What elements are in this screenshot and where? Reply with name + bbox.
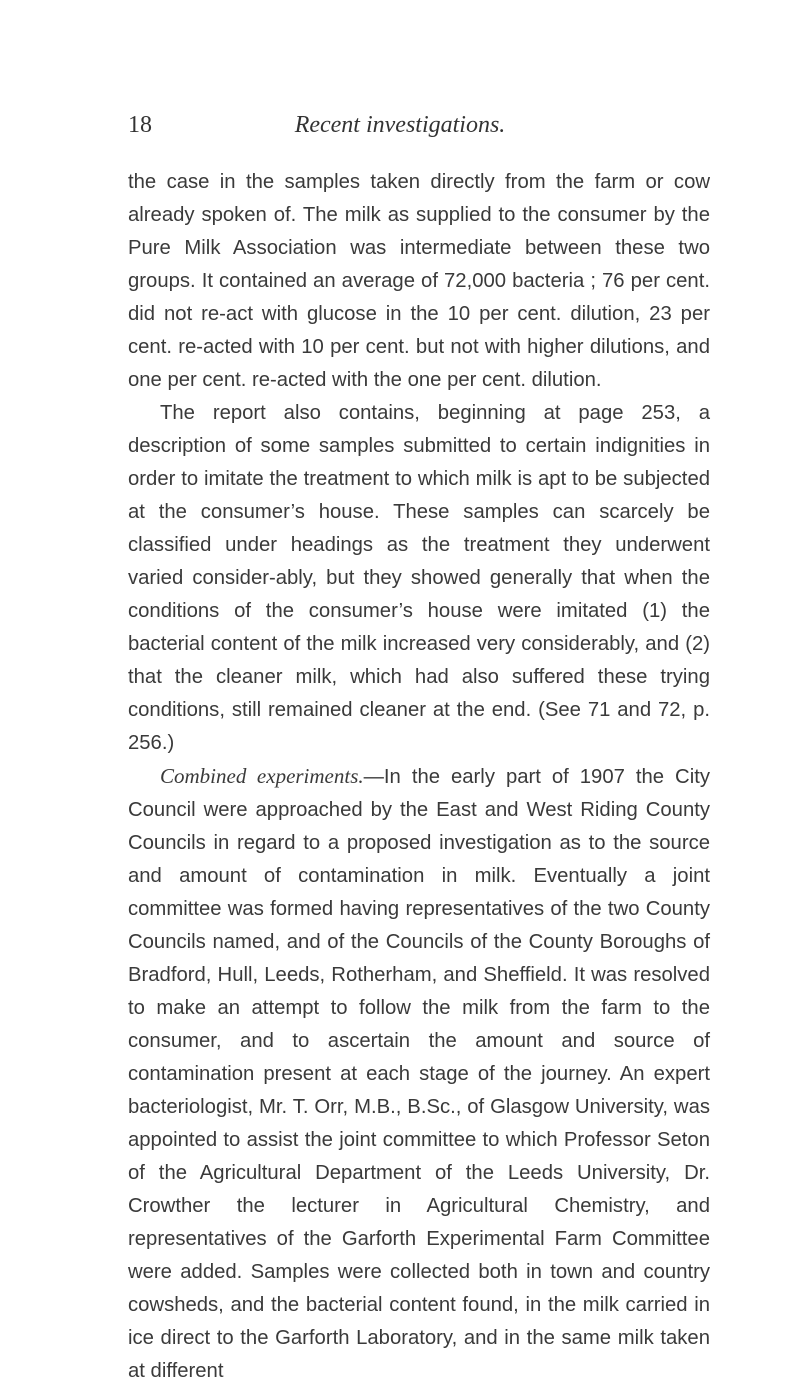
page-header (0, 112, 800, 152)
section-lead-heading: Combined experiments. (160, 764, 364, 788)
page-number: 18 (128, 112, 152, 138)
paragraph-text: the case in the samples taken directly from the farm or cow already spoken of. The milk as supplied to the consumer by the Pure Milk Association was intermediate between these two groups. It contained an average of 72,000 bacteria ; 76 per cent. did not re-act with glucose in the 10 per cent. dilution, 23 per cent. re-acted with 10 per cent. but not with higher dilutions, and one per cent. re-acted with the one per cent. dilution. (128, 171, 710, 391)
body-text (128, 166, 710, 1388)
paragraph-2 (128, 397, 710, 760)
paragraph-1 (128, 166, 710, 397)
paragraph-3 (128, 760, 710, 1388)
paragraph-text: The report also contains, beginning at page 253, a description of some samples submitted to certain indignities in order to imitate the treatment to which milk is apt to be subjected at the consumer’s house. These samples can scarcely be classified under headings as the treatment they underwent varied consider-ably, but they showed generally that when the conditions of the consumer’s house were imitated (1) the bacterial content of the milk increased very considerably, and (2) that the cleaner milk, which had also suffered these trying conditions, still remained cleaner at the end. (See 71 and 72, p. 256.) (128, 402, 710, 754)
running-title: Recent investigations. (294, 112, 506, 138)
paragraph-text: —In the early part of 1907 the City Council were approached by the East and West Riding County Councils in regard to a proposed investigation as to the source and amount of contamination in milk. Eventually a joint committee was formed having representatives of the two County Councils named, and of the Councils of the County Boroughs of Bradford, Hull, Leeds, Rotherham, and Sheffield. It was resolved to make an attempt to follow the milk from the farm to the consumer, and to ascertain the amount and source of contamination present at each stage of the journey. An expert bacteriologist, Mr. T. Orr, M.B., B.Sc., of Glasgow University, was appointed to assist the joint committee to which Professor Seton of the Agricultural Department of the Leeds University, Dr. Crowther the lecturer in Agricultural Chemistry, and representatives of the Garforth Experimental Farm Committee were added. Samples were collected both in town and country cowsheds, and the bacterial content found, in the milk carried in ice direct to the Garforth Laboratory, and in the same milk taken at different (128, 766, 710, 1382)
